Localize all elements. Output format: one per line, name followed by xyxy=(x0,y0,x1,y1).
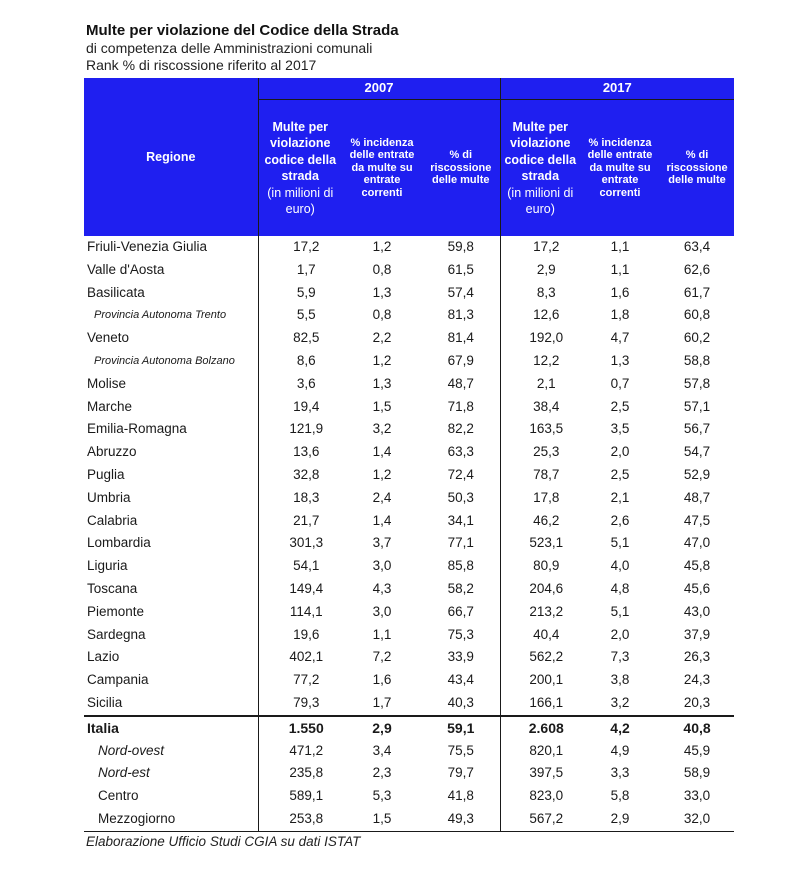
row-region-name: Lazio xyxy=(84,646,258,669)
row-value-d: 2.608 xyxy=(500,716,580,740)
row-value-d: 823,0 xyxy=(529,788,564,804)
table-row xyxy=(84,418,734,441)
header-multe-unit: (in milioni di euro) xyxy=(267,185,334,216)
row-region-name: Friuli-Venezia Giulia xyxy=(84,236,258,259)
row-value-c: 57,4 xyxy=(422,282,500,305)
row-value-b: 1,4 xyxy=(372,512,392,528)
row-value-b: 0,8 xyxy=(372,261,392,277)
title-block xyxy=(86,22,746,74)
row-value-a: 121,9 xyxy=(289,421,324,437)
row-value-e: 5,1 xyxy=(610,535,630,551)
row-value-a: 589,1 xyxy=(289,788,324,804)
row-value-c: 81,4 xyxy=(422,327,500,350)
table-row xyxy=(84,373,734,396)
row-value-d: 12,2 xyxy=(533,352,560,368)
table-row xyxy=(84,532,734,555)
row-value-a: 114,1 xyxy=(289,603,323,619)
row-value-e: 1,3 xyxy=(610,352,630,368)
row-value-d: 562,2 xyxy=(529,649,564,665)
row-value-b: 1,2 xyxy=(372,466,392,482)
row-value-a: 471,2 xyxy=(289,742,324,758)
table-row xyxy=(84,624,734,647)
row-value-c: 79,7 xyxy=(422,762,500,785)
row-value-b: 0,8 xyxy=(372,307,392,323)
row-value-f: 52,9 xyxy=(683,466,711,482)
row-region-name: Provincia Autonoma Trento xyxy=(84,304,258,327)
row-value-d: 213,2 xyxy=(529,603,564,619)
row-value-a: 13,6 xyxy=(293,444,320,460)
fines-table xyxy=(84,78,734,832)
row-value-d: 204,6 xyxy=(529,580,564,596)
row-value-f: 43,0 xyxy=(683,603,711,619)
row-value-a: 32,8 xyxy=(293,466,320,482)
row-value-c: 66,7 xyxy=(422,601,500,624)
row-value-d: 40,4 xyxy=(533,626,560,642)
row-value-d: 78,7 xyxy=(533,466,560,482)
row-value-a: 253,8 xyxy=(258,808,342,831)
row-value-e: 1,6 xyxy=(610,284,630,300)
row-value-a: 8,6 xyxy=(296,352,316,368)
row-value-f: 26,3 xyxy=(683,649,711,665)
row-value-c: 81,3 xyxy=(422,304,500,327)
row-value-f: 45,9 xyxy=(683,742,711,758)
row-value-c: 75,3 xyxy=(422,624,500,647)
row-region-name: Provincia Autonoma Bolzano xyxy=(84,350,258,373)
row-value-a: 1.550 xyxy=(258,716,342,740)
row-value-e: 3,3 xyxy=(610,765,630,781)
row-value-f: 57,1 xyxy=(683,398,711,414)
subtitle-rank: Rank % di riscossione riferito al 2017 xyxy=(86,57,317,73)
row-region-name: Nord-est xyxy=(84,762,258,785)
header-riscossione-2007: % di riscossione delle multe xyxy=(422,100,500,237)
row-value-d: 17,8 xyxy=(533,489,560,505)
header-region: Regione xyxy=(84,78,258,236)
row-value-e: 2,0 xyxy=(610,444,630,460)
table-row xyxy=(84,464,734,487)
row-value-c: 49,3 xyxy=(422,808,500,831)
row-value-c: 40,3 xyxy=(422,692,500,716)
row-value-a: 79,3 xyxy=(293,694,320,710)
header-multe-2017 xyxy=(500,100,580,237)
header-multe-label: Multe per violazione codice della strada xyxy=(264,119,337,183)
row-region-name: Veneto xyxy=(84,327,258,350)
row-value-c: 63,3 xyxy=(422,441,500,464)
header-year-2017: 2017 xyxy=(500,78,734,100)
row-region-name: Mezzogiorno xyxy=(84,808,258,831)
table-row xyxy=(84,282,734,305)
row-region-name: Abruzzo xyxy=(84,441,258,464)
table-row xyxy=(84,555,734,578)
row-region-name: Centro xyxy=(84,785,258,808)
row-value-f: 54,7 xyxy=(683,444,711,460)
row-value-e: 2,6 xyxy=(610,512,630,528)
row-region-name: Emilia-Romagna xyxy=(84,418,258,441)
row-value-f: 32,0 xyxy=(660,808,734,831)
row-value-b: 3,4 xyxy=(372,742,392,758)
row-value-b: 2,3 xyxy=(372,765,392,781)
row-value-b: 3,2 xyxy=(372,421,392,437)
row-value-e: 2,5 xyxy=(610,398,630,414)
row-value-e: 5,8 xyxy=(610,788,630,804)
row-value-e: 4,7 xyxy=(610,330,630,346)
table-row xyxy=(84,396,734,419)
row-value-c: 34,1 xyxy=(422,510,500,533)
row-value-d: 2,9 xyxy=(536,261,556,277)
table-row xyxy=(84,510,734,533)
row-value-b: 1,3 xyxy=(372,284,392,300)
row-value-c: 59,1 xyxy=(422,716,500,740)
row-value-b: 1,2 xyxy=(372,352,392,368)
row-value-b: 3,7 xyxy=(372,535,392,551)
row-region-name: Nord-ovest xyxy=(84,740,258,763)
row-value-e: 5,1 xyxy=(610,603,630,619)
table-row xyxy=(84,441,734,464)
row-value-a: 17,2 xyxy=(293,239,320,254)
row-region-name: Toscana xyxy=(84,578,258,601)
row-value-a: 77,2 xyxy=(293,672,320,688)
table-row xyxy=(84,601,734,624)
row-value-b: 1,5 xyxy=(372,398,392,414)
row-value-f: 56,7 xyxy=(683,421,711,437)
row-value-b: 1,6 xyxy=(372,672,392,688)
row-value-f: 48,7 xyxy=(683,489,711,505)
row-value-e: 4,8 xyxy=(610,580,630,596)
table-row xyxy=(84,669,734,692)
row-value-f: 60,8 xyxy=(683,307,711,323)
row-value-d: 820,1 xyxy=(529,742,564,758)
row-value-d: 17,2 xyxy=(533,239,560,254)
row-value-b: 1,3 xyxy=(372,375,392,391)
row-value-d: 80,9 xyxy=(533,558,560,574)
row-value-c: 33,9 xyxy=(422,646,500,669)
table-row xyxy=(84,236,734,259)
row-value-b: 3,0 xyxy=(372,558,392,574)
row-value-c: 72,4 xyxy=(422,464,500,487)
row-value-d: 192,0 xyxy=(529,330,564,346)
row-value-f: 40,8 xyxy=(660,716,734,740)
page-title: Multe per violazione del Codice della Strada xyxy=(86,22,399,39)
header-riscossione-2017: % di riscossione delle multe xyxy=(660,100,734,237)
row-value-f: 37,9 xyxy=(683,626,711,642)
row-value-c: 85,8 xyxy=(422,555,500,578)
subtitle: di competenza delle Amministrazioni comunali xyxy=(86,40,373,56)
row-value-d: 38,4 xyxy=(533,398,560,414)
row-value-d: 523,1 xyxy=(529,535,564,551)
header-incidenza-2017: % incidenza delle entrate da multe su entrate correnti xyxy=(580,100,660,237)
row-value-a: 3,6 xyxy=(296,375,316,391)
row-value-d: 12,6 xyxy=(533,307,560,323)
row-value-f: 58,9 xyxy=(683,765,711,781)
row-value-a: 82,5 xyxy=(293,330,320,346)
row-value-f: 47,5 xyxy=(683,512,711,528)
row-region-name: Umbria xyxy=(84,487,258,510)
row-value-d: 163,5 xyxy=(529,421,564,437)
row-value-d: 8,3 xyxy=(536,284,556,300)
row-region-name: Lombardia xyxy=(84,532,258,555)
header-incidenza-2007: % incidenza delle entrate da multe su entrate correnti xyxy=(342,100,422,237)
row-value-a: 18,3 xyxy=(293,489,320,505)
row-value-a: 1,7 xyxy=(296,261,316,277)
row-value-b: 1,7 xyxy=(372,694,392,710)
header-multe-2007 xyxy=(258,100,342,237)
row-value-f: 57,8 xyxy=(683,375,711,391)
row-value-b: 4,3 xyxy=(372,580,392,596)
source-note: Elaborazione Ufficio Studi CGIA su dati ISTAT xyxy=(86,834,361,849)
header-multe-label: Multe per violazione codice della strada xyxy=(504,119,577,183)
row-region-name: Italia xyxy=(84,716,258,740)
row-value-b: 1,4 xyxy=(372,444,392,460)
row-value-c: 61,5 xyxy=(422,259,500,282)
table-row xyxy=(84,350,734,373)
row-value-d: 2,1 xyxy=(536,375,556,391)
row-value-e: 4,0 xyxy=(610,558,630,574)
row-region-name: Molise xyxy=(84,373,258,396)
row-value-e: 2,0 xyxy=(610,626,630,642)
row-value-a: 54,1 xyxy=(293,558,320,574)
row-value-d: 166,1 xyxy=(529,694,564,710)
row-value-b: 2,4 xyxy=(372,489,392,505)
row-value-b: 1,1 xyxy=(372,626,392,642)
row-value-c: 59,8 xyxy=(422,236,500,259)
row-value-a: 149,4 xyxy=(289,580,324,596)
row-value-d: 46,2 xyxy=(533,512,560,528)
row-value-a: 5,9 xyxy=(296,284,316,300)
table-row xyxy=(84,716,734,740)
table-row xyxy=(84,259,734,282)
row-value-c: 48,7 xyxy=(422,373,500,396)
row-value-d: 200,1 xyxy=(529,672,564,688)
row-value-c: 67,9 xyxy=(422,350,500,373)
row-value-f: 20,3 xyxy=(683,694,711,710)
row-value-b: 1,5 xyxy=(342,808,422,831)
row-value-b: 2,9 xyxy=(342,716,422,740)
row-value-b: 1,2 xyxy=(372,239,392,254)
row-value-c: 71,8 xyxy=(422,396,500,419)
row-value-e: 1,1 xyxy=(610,239,630,254)
row-value-c: 77,1 xyxy=(422,532,500,555)
row-value-a: 19,4 xyxy=(293,398,320,414)
row-value-d: 397,5 xyxy=(529,765,564,781)
row-value-e: 7,3 xyxy=(610,649,630,665)
table-row xyxy=(84,762,734,785)
row-value-b: 2,2 xyxy=(372,330,392,346)
row-value-a: 402,1 xyxy=(289,649,324,665)
table-row xyxy=(84,785,734,808)
header-multe-unit: (in milioni di euro) xyxy=(507,185,574,216)
row-value-f: 24,3 xyxy=(683,672,711,688)
row-value-a: 5,5 xyxy=(296,307,316,323)
row-value-f: 45,8 xyxy=(683,558,711,574)
row-value-f: 60,2 xyxy=(683,330,711,346)
row-value-c: 41,8 xyxy=(422,785,500,808)
row-value-f: 58,8 xyxy=(683,352,711,368)
row-value-a: 21,7 xyxy=(293,512,320,528)
table-row xyxy=(84,740,734,763)
table-row xyxy=(84,487,734,510)
row-value-a: 301,3 xyxy=(289,535,324,551)
row-value-e: 2,9 xyxy=(580,808,660,831)
row-value-e: 1,8 xyxy=(610,307,630,323)
row-value-e: 2,1 xyxy=(610,489,630,505)
row-value-a: 19,6 xyxy=(293,626,320,642)
row-value-d: 567,2 xyxy=(500,808,580,831)
row-region-name: Calabria xyxy=(84,510,258,533)
row-value-f: 45,6 xyxy=(683,580,711,596)
table-row xyxy=(84,808,734,831)
row-region-name: Basilicata xyxy=(84,282,258,305)
row-value-e: 3,5 xyxy=(610,421,630,437)
table-row xyxy=(84,327,734,350)
row-value-e: 4,9 xyxy=(610,742,630,758)
row-region-name: Sardegna xyxy=(84,624,258,647)
row-value-b: 3,0 xyxy=(372,603,392,619)
row-value-b: 7,2 xyxy=(372,649,392,665)
header-year-2007: 2007 xyxy=(258,78,500,100)
row-value-f: 62,6 xyxy=(683,261,711,277)
row-value-e: 3,2 xyxy=(610,694,630,710)
row-value-b: 5,3 xyxy=(372,788,392,804)
row-value-c: 75,5 xyxy=(422,740,500,763)
row-region-name: Marche xyxy=(84,396,258,419)
row-region-name: Sicilia xyxy=(84,692,258,716)
row-region-name: Campania xyxy=(84,669,258,692)
row-value-d: 25,3 xyxy=(533,444,560,460)
row-value-c: 43,4 xyxy=(422,669,500,692)
row-value-e: 2,5 xyxy=(610,466,630,482)
table-row xyxy=(84,578,734,601)
row-value-a: 235,8 xyxy=(289,765,324,781)
row-value-e: 4,2 xyxy=(580,716,660,740)
row-region-name: Piemonte xyxy=(84,601,258,624)
row-region-name: Puglia xyxy=(84,464,258,487)
row-region-name: Liguria xyxy=(84,555,258,578)
row-value-f: 61,7 xyxy=(683,284,711,300)
row-value-e: 3,8 xyxy=(610,672,630,688)
row-region-name: Valle d'Aosta xyxy=(84,259,258,282)
table-row xyxy=(84,692,734,716)
table-row xyxy=(84,304,734,327)
row-value-c: 50,3 xyxy=(422,487,500,510)
row-value-f: 33,0 xyxy=(683,788,711,804)
row-value-f: 47,0 xyxy=(683,535,711,551)
row-value-f: 63,4 xyxy=(683,239,711,254)
row-value-e: 1,1 xyxy=(610,261,630,277)
row-value-e: 0,7 xyxy=(610,375,630,391)
row-value-c: 58,2 xyxy=(422,578,500,601)
row-value-c: 82,2 xyxy=(422,418,500,441)
table-row xyxy=(84,646,734,669)
